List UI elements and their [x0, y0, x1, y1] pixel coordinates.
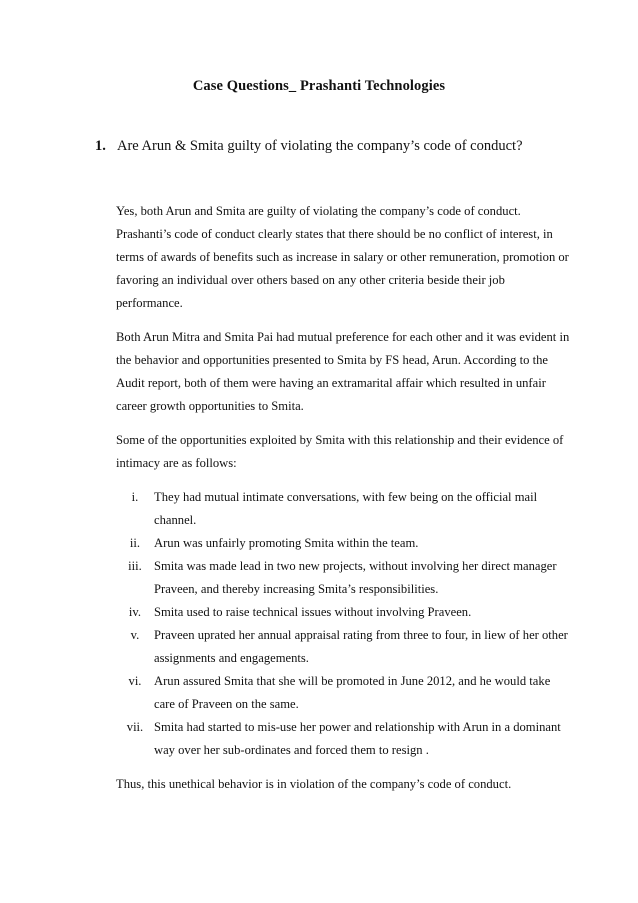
- list-item: [116, 716, 571, 762]
- opportunity-list: [116, 486, 571, 762]
- list-item-text: Arun assured Smita that she will be promoted in June 2012, and he would take care of Praveen on the same.: [154, 674, 551, 711]
- document-title: Case Questions_ Prashanti Technologies: [192, 78, 446, 94]
- paragraph: Some of the opportunities exploited by Smita with this relationship and their evidence of intimacy are as follows:: [116, 433, 564, 470]
- conclusion-paragraph: Thus, this unethical behavior is in violation of the company’s code of conduct.: [116, 777, 512, 791]
- list-item-number: iii.: [128, 559, 142, 573]
- list-item-number: v.: [130, 628, 140, 642]
- list-item-number: ii.: [129, 536, 141, 550]
- list-item-text: Smita was made lead in two new projects, without involving her direct manager Praveen, and thereby increasing Smita’s responsibilities.: [154, 559, 557, 596]
- list-item-text: Smita had started to mis-use her power and relationship with Arun in a dominant way over her sub-ordinates and forced them to resign .: [154, 720, 561, 757]
- list-item-text: They had mutual intimate conversations, with few being on the official mail channel.: [154, 490, 538, 527]
- list-item-text: Praveen uprated her annual appraisal rating from three to four, in liew of her other assignments and engagements.: [154, 628, 568, 665]
- list-item: [116, 486, 571, 532]
- paragraph: Yes, both Arun and Smita are guilty of violating the company’s code of conduct. Prashanti’s code of conduct clearly states that there should be no conflict of interest, in terms of awards of benefits such as increase in salary or other remuneration, promotion or favoring an individual over others based on any other criteria beside their job performance.: [116, 204, 569, 310]
- list-item-text: Smita used to raise technical issues without involving Praveen.: [154, 605, 472, 619]
- list-item-text: Arun was unfairly promoting Smita within the team.: [154, 536, 419, 550]
- answer-body: [116, 200, 571, 807]
- list-item: [116, 555, 571, 601]
- question-heading: [95, 138, 605, 155]
- list-item: [116, 624, 571, 670]
- question-text: Are Arun & Smita guilty of violating the company’s code of conduct?: [117, 138, 523, 154]
- list-item-number: i.: [131, 490, 139, 504]
- list-item: [116, 670, 571, 716]
- list-item: [116, 532, 571, 555]
- list-item-number: iv.: [128, 605, 142, 619]
- question-number: 1.: [95, 138, 106, 154]
- list-item: [116, 601, 571, 624]
- list-item-number: vi.: [128, 674, 142, 688]
- paragraph: Both Arun Mitra and Smita Pai had mutual preference for each other and it was evident in the behavior and opportunities presented to Smita by FS head, Arun. According to the Audit report, both of them were having an extramarital affair which resulted in unfair career growth opportunities to Smita.: [116, 330, 570, 413]
- list-item-number: vii.: [126, 720, 144, 734]
